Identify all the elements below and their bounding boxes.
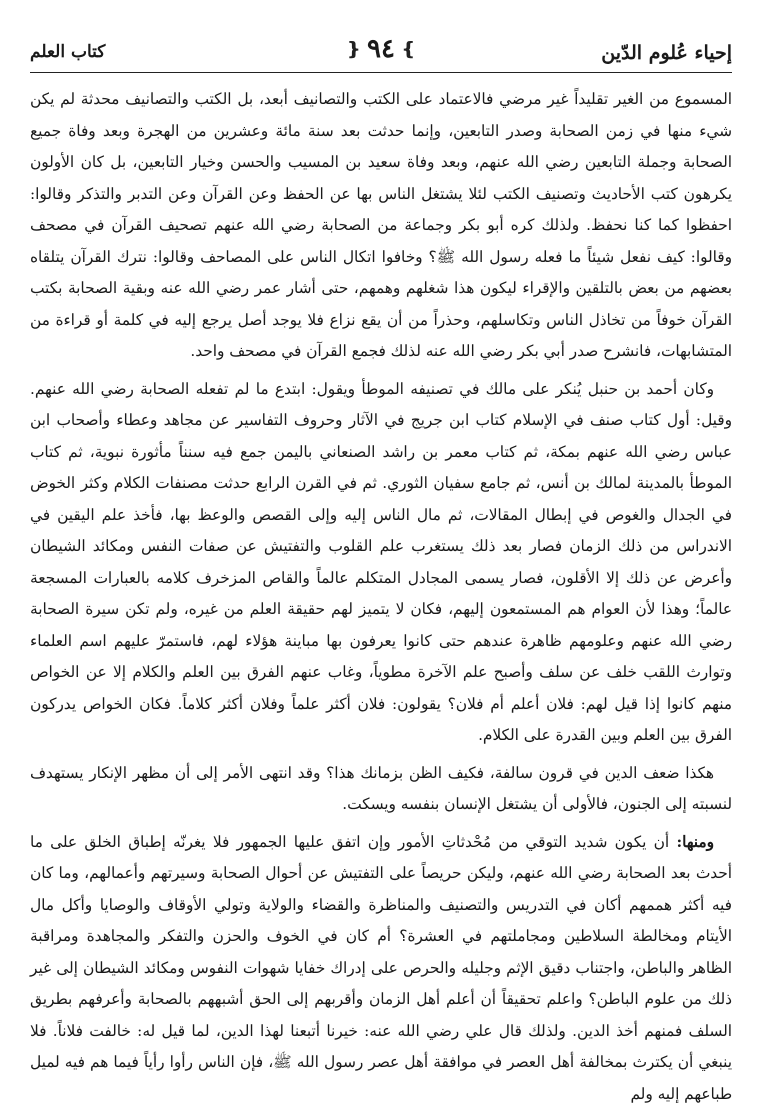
paragraph-lead: ومنها: <box>676 832 714 851</box>
page-number: ٩٤ <box>367 34 395 64</box>
book-title: إحياء عُلوم الدّين <box>601 42 732 64</box>
ornament-right-icon: ❵ <box>400 38 417 60</box>
book-page <box>30 0 732 1116</box>
ornament-left-icon: ❴ <box>345 38 362 60</box>
paragraph <box>30 827 732 1111</box>
paragraph-text: أن يكون شديد التوقي من مُحْدثاتِ الأمور وإن اتفق عليها الجمهور فلا يغرنّه إطباق الخلق على ما أحدث بعد الصحابة رضي الله عنهم، وليكن حريصاً على التفتيش عن أحوال الصحابة وسيرتهم وأعمالهم، وما كان فيه أكثر هممهم أكان في التدريس والتصنيف والمناظرة والقضاء والولاية وتولي الأوقاف والوصايا وأكل مال الأيتام ومخالطة السلاطين ومجاملتهم في العشرة؟ أم كان في الخوف والحزن والتفكر والمجاهدة ومراقبة الظاهر والباطن، واجتناب دقيق الإثم وجليله والحرص على إدراك خفايا شهوات النفوس ومكائد الشيطان إلى غير ذلك من علوم الباطن؟ واعلم تحقيقاً أن أعلم أهل الزمان وأقربهم إلى الحق أشبههم بالصحابة وأعرفهم بطريق السلف فمنهم أخذ الدين. ولذلك قال علي رضي الله عنه: خيرنا أتبعنا لهذا الدين، لما قيل له: خالفت فلاناً. فلا ينبغي أن يكترث بمخالفة أهل العصر في موافقة أهل عصر رسول الله ﷺ، فإن الناس رأوا رأياً فيما هم فيه لميل طباعهم إليه ولم <box>30 832 732 1103</box>
paragraph: هكذا ضعف الدين في قرون سالفة، فكيف الظن بزمانك هذا؟ وقد انتهى الأمر إلى أن مظهر الإنكار يستهدف لنسبته إلى الجنون، فالأولى أن يشتغل الإنسان بنفسه ويسكت. <box>30 763 732 813</box>
page-body <box>30 84 732 1116</box>
chapter-title: كتاب العلم <box>30 42 106 62</box>
page-number-block <box>346 34 416 64</box>
paragraph: المسموع من الغير تقليداً غير مرضي فالاعتماد على الكتب والتصانيف أبعد، بل الكتب والتصانيف محدثة لم يكن شيء منها في زمن الصحابة وصدر التابعين، وإنما حدثت بعد سنة مائة وعشرين من الهجرة وبعد وفاة جميع الصحابة وجملة التابعين رضي الله عنهم، وبعد وفاة سعيد بن المسيب والحسن وخيار التابعين، بل كان الأولون يكرهون كتب الأحاديث وتصنيف الكتب لئلا يشتغل الناس بها عن الحفظ وعن القرآن وعن التدبر والتذكر وقالوا: احفظوا كما كنا نحفظ. ولذلك كره أبو بكر وجماعة من الصحابة رضي الله عنهم تصحيف القرآن في مصحف وقالوا: كيف نفعل شيئاً ما فعله رسول الله ﷺ؟ وخافوا اتكال الناس على المصاحف وقالوا: نترك القرآن يتلقاه بعضهم من بعض بالتلقين والإقراء ليكون هذا شغلهم وهمهم، حتى أشار عمر رضي الله عنه وبقية الصحابة بكتب القرآن خوفاً من تخاذل الناس وتكاسلهم، وحذراً من أن يقع نزاع فلا يوجد أصل يرجع إليه في كلمة أو قراءة من المتشابهات، فانشرح صدر أبي بكر رضي الله عنه لذلك فجمع القرآن في مصحف واحد. <box>30 90 732 360</box>
header-divider <box>30 72 732 73</box>
paragraph: وكان أحمد بن حنبل يُنكر على مالك في تصنيفه الموطأ ويقول: ابتدع ما لم تفعله الصحابة رضي الله عنهم. وقيل: أول كتاب صنف في الإسلام كتاب ابن جريج في الآثار وحروف التفاسير عن مجاهد وعطاء وأصحاب ابن عباس رضي الله عنهم بمكة، ثم كتاب معمر بن راشد الصنعاني باليمن جمع فيه سنناً مأثورة نبوية، ثم كتاب الموطأ بالمدينة لمالك بن أنس، ثم جامع سفيان الثوري. ثم في القرن الرابع حدثت مصنفات الكلام وكثر الخوض في الجدال والغوص في إبطال المقالات، ثم مال الناس إليه وإلى القصص والوعظ بها، فأخذ علم اليقين في الاندراس من ذلك الزمان فصار بعد ذلك يستغرب علم القلوب والتفتيش عن صفات النفس ومكائد الشيطان وأعرض عن ذلك إلا الأقلون، فصار يسمى المجادل المتكلم عالماً والقاص المزخرف كلامه بالعبارات المسجعة عالماً؛ وهذا لأن العوام هم المستمعون إليهم، فكان لا يتميز لهم حقيقة العلم من غيره، ولم تكن سيرة الصحابة رضي الله عنهم وعلومهم ظاهرة عندهم حتى كانوا يعرفون بها مباينة هؤلاء لهم، فاستمرّ عليهم اسم العلماء وتوارث اللقب خلف عن سلف وأصبح علم الآخرة مطوياً، وغاب عنهم الفرق بين العلم والكلام إلا عن الخواص منهم كانوا إذا قيل لهم: فلان أعلم أم فلان؟ يقولون: فلان أكثر علماً وفلان أكثر كلاماً. فكان الخواص يدركون الفرق بين العلم وبين القدرة على الكلام. <box>30 379 732 744</box>
page-header <box>30 34 732 70</box>
